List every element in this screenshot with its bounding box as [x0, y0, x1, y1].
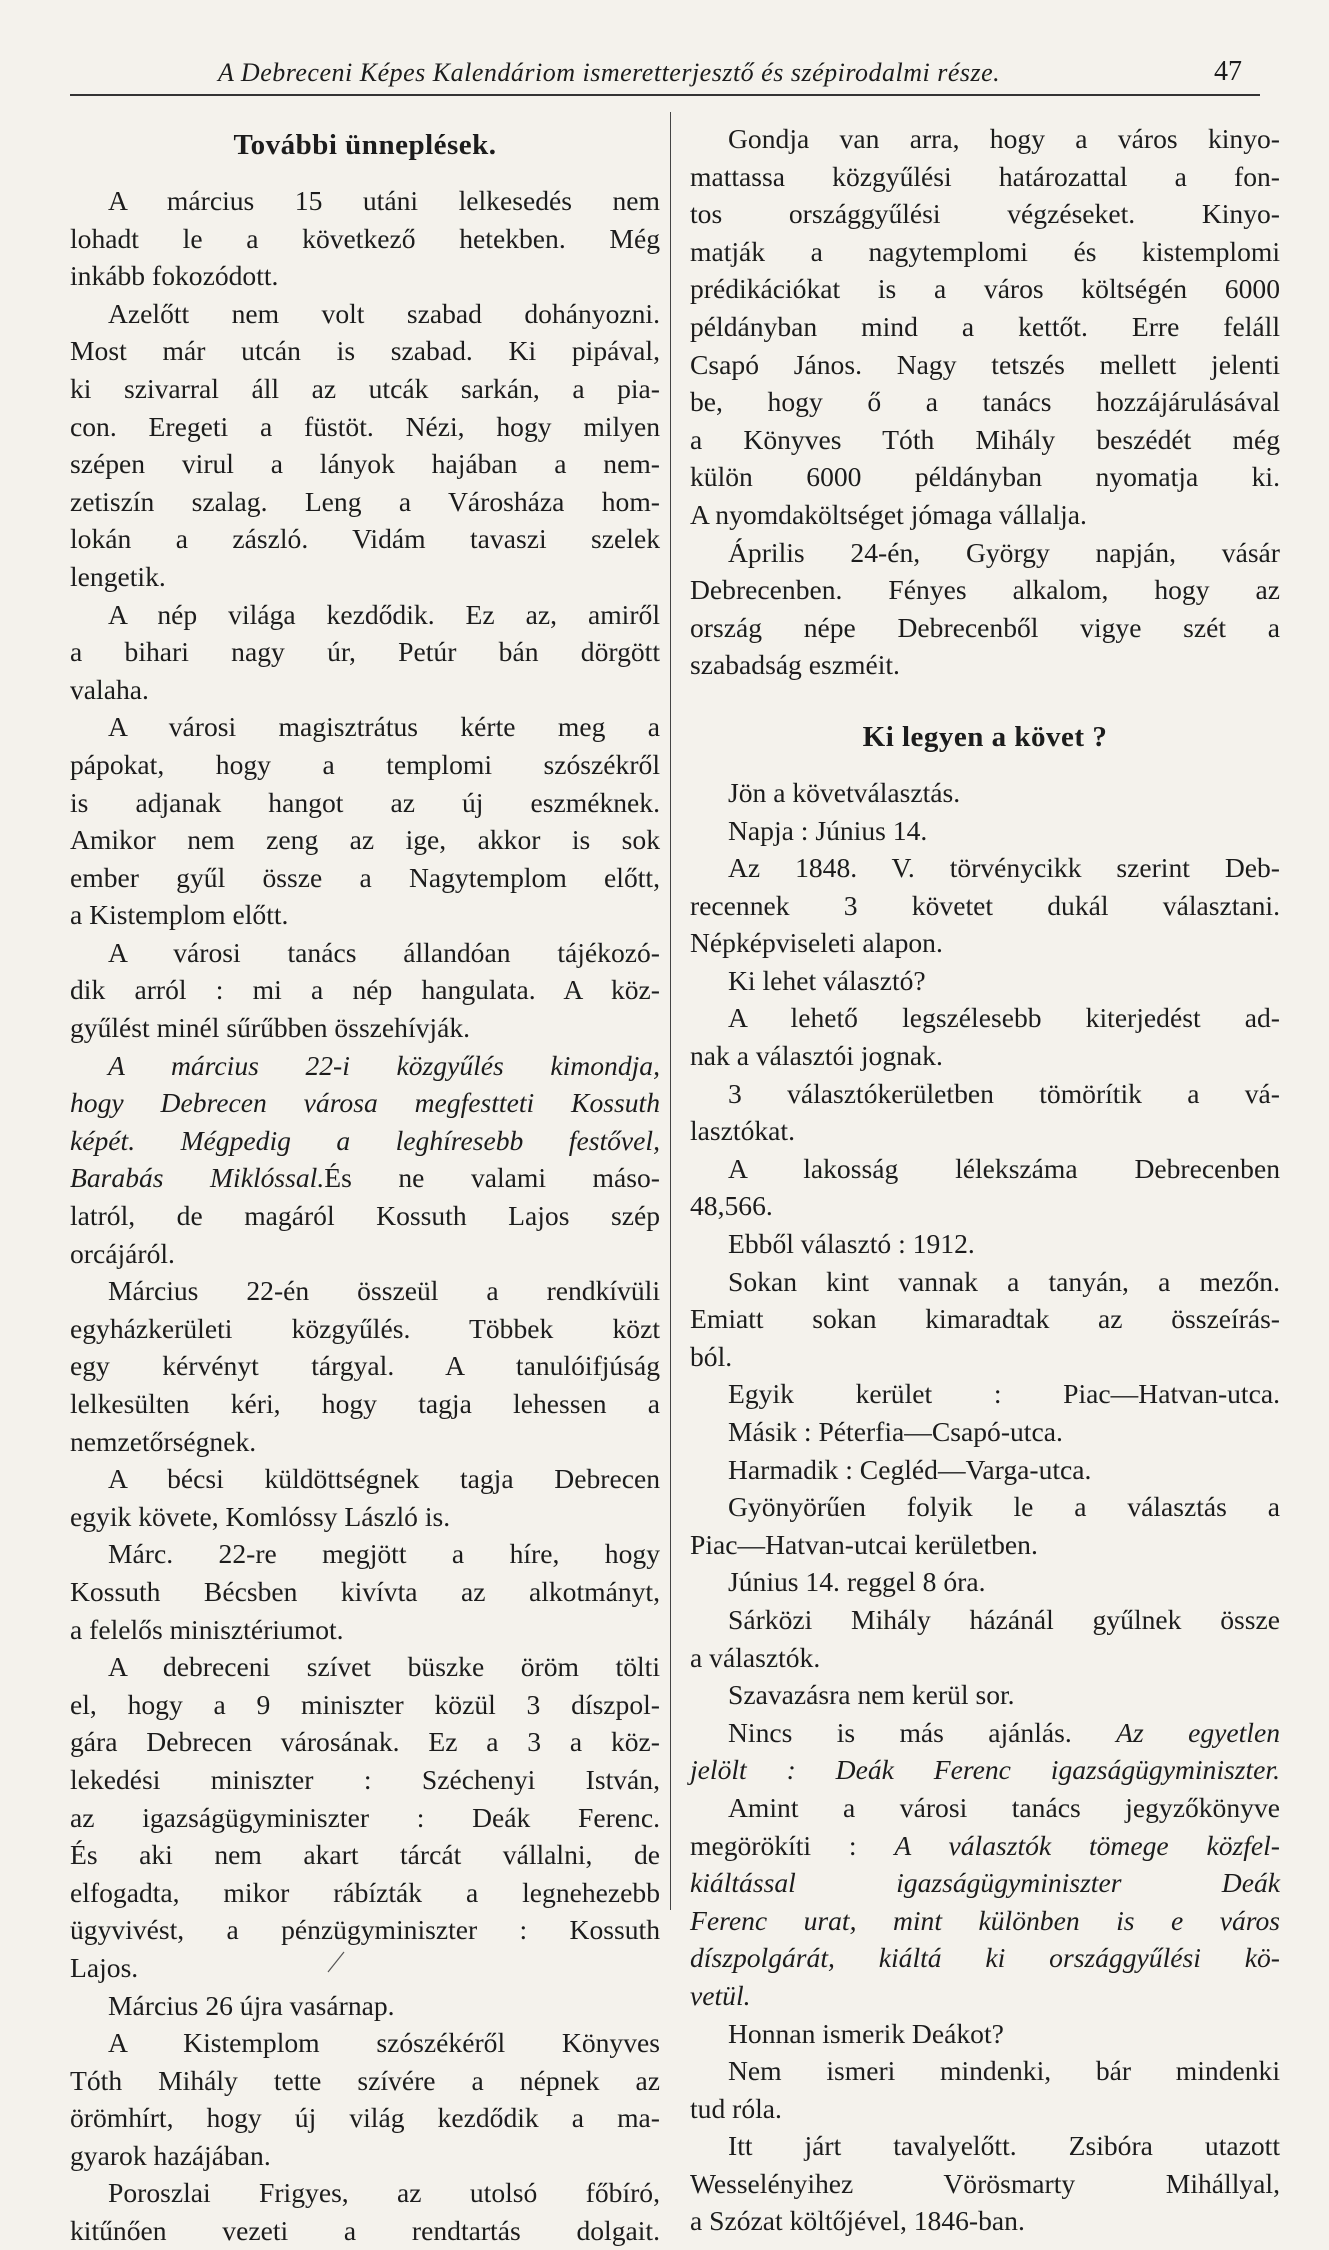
text-line: el, hogy a 9 miniszter közül 3 díszpol- [70, 1688, 660, 1720]
text-line: A városi magisztrátus kérte meg a [108, 711, 660, 743]
text-line: A debreceni szívet büszke öröm tölti [108, 1651, 660, 1683]
text-line: Napja : Június 14. [728, 814, 928, 846]
text-line: Itt járt tavalyelőtt. Zsibóra utazott [728, 2130, 1280, 2162]
text-line: A nép világa kezdődik. Ez az, amiről [108, 598, 660, 630]
text-line: gára Debrecen városának. Ez a 3 a köz- [70, 1726, 660, 1758]
page-number: 47 [1214, 56, 1242, 87]
text-line: Nem ismeri mindenki, bár mindenki [728, 2055, 1280, 2087]
text-line: zetiszín szalag. Leng a Városháza hom- [70, 485, 660, 517]
text-line: Gondja van arra, hogy a város kinyo- [728, 123, 1280, 154]
text-line-mixed: Nincs is más ajánlás. Az egyetlen [728, 1716, 1280, 1748]
text-line: ember gyűl össze a Nagytemplom előtt, [70, 861, 660, 893]
text-line: Ebből választó : 1912. [728, 1228, 975, 1260]
text-line: matják a nagytemplomi és kistemplomi [690, 235, 1280, 267]
text-line: Március 22-én összeül a rendkívüli [108, 1275, 660, 1307]
text-line: Június 14. reggel 8 óra. [728, 1566, 986, 1598]
text-line: a felelős minisztériumot. [70, 1613, 344, 1645]
text-line: a választók. [690, 1641, 821, 1673]
text-line-italic: képét. Mégpedig a leghíresebb festővel, [70, 1124, 660, 1156]
text-line: Kossuth Bécsben kivívta az alkotmányt, [70, 1575, 660, 1607]
text-line: egy kérvényt tárgyal. A tanulóifjúság [70, 1350, 660, 1382]
text-line: 48,566. [690, 1190, 773, 1222]
text-line: Piac—Hatvan-utcai kerületben. [690, 1528, 1038, 1560]
left-column [70, 120, 660, 2250]
text-line: valaha. [70, 673, 149, 705]
text-line: A városi tanács állandóan tájékozó- [108, 936, 660, 968]
text-line: Lajos. [70, 1951, 139, 1983]
text-line: 3 választókerületben tömörítik a vá- [728, 1077, 1280, 1109]
text-line: latról, de magáról Kossuth Lajos szép [70, 1200, 660, 1232]
text-line: Sokan kint vannak a tanyán, a mezőn. [728, 1265, 1280, 1297]
text-line-italic: díszpolgárát, kiáltá ki országgyűlési kö- [690, 1942, 1280, 1974]
text-line-italic: kiáltással igazságügyminiszter Deák [690, 1867, 1280, 1899]
text-line: Március 26 újra vasárnap. [108, 1989, 395, 2021]
text-line: És aki nem akart tárcát vállalni, de [70, 1839, 660, 1871]
text-line: ügyvivést, a pénzügyminiszter : Kossuth [70, 1914, 660, 1946]
text-line: A lehető legszélesebb kiterjedést ad- [728, 1002, 1280, 1034]
text-line: lasztókat. [690, 1115, 795, 1147]
text-line-italic: vetül. [690, 1979, 751, 2011]
text-line: Wesselényihez Vörösmarty Mihállyal, [690, 2167, 1280, 2199]
text-line: A Kistemplom szószékéről Könyves [108, 2027, 660, 2059]
text-line: dik arról : mi a nép hangulata. A köz- [70, 974, 660, 1006]
text-line: Tóth Mihály tette szívére a népnek az [70, 2064, 660, 2096]
text-line: lohadt le a következő hetekben. Még [70, 222, 660, 254]
text-line: Emiatt sokan kimaradtak az összeírás- [690, 1303, 1280, 1335]
text-line: a Szózat költőjével, 1846-ban. [690, 2205, 1025, 2237]
text-line: ki szivarral áll az utcák sarkán, a pia- [70, 372, 660, 404]
text-line: Márc. 22-re megjött a híre, hogy [108, 1538, 660, 1570]
text-line: Népképviseleti alapon. [690, 927, 943, 959]
text-line: egyik követe, Komlóssy László is. [70, 1500, 451, 1532]
text-line: recennek 3 követet dukál választani. [690, 889, 1280, 921]
text-line: Másik : Péterfia—Csapó-utca. [728, 1416, 1063, 1447]
text-line: inkább fokozódott. [70, 260, 279, 292]
text-line: Szavazásra nem kerül sor. [728, 1679, 1015, 1711]
text-line: Az 1848. V. törvénycikk szerint Deb- [728, 852, 1280, 884]
text-line-italic: A március 22-i közgyűlés kimondja, [108, 1049, 660, 1081]
running-header [70, 52, 1260, 96]
text-line: orcájáról. [70, 1237, 175, 1269]
text-line: lengetik. [70, 560, 166, 592]
text-line: tud róla. [690, 2092, 782, 2124]
text-line: Honnan ismerik Deákot? [728, 2017, 1004, 2049]
text-line: tos országgyűlési végzéseket. Kinyo- [690, 198, 1280, 230]
text-line: pápokat, hogy a templomi szószékről [70, 748, 660, 780]
text-line: lekedési miniszter : Széchenyi István, [70, 1763, 660, 1795]
text-line: Debrecenben. Fényes alkalom, hogy az [690, 574, 1280, 606]
text-line: szabadság eszméit. [690, 649, 900, 681]
text-line: a Kistemplom előtt. [70, 899, 289, 931]
text-line: is adjanak hangot az új eszméknek. [70, 786, 660, 818]
text-line: Jön a követválasztás. [728, 776, 961, 808]
text-line: Egyik kerület : Piac—Hatvan-utca. [728, 1378, 1280, 1410]
text-line: ország népe Debrecenből vigye szét a [690, 611, 1280, 643]
text-line: egyházkerületi közgyűlés. Többek közt [70, 1312, 660, 1344]
text-line: prédikációkat is a város költségén 6000 [690, 273, 1280, 305]
right-column [690, 120, 1280, 2240]
text-line: Most már utcán is szabad. Ki pipával, [70, 335, 660, 367]
text-line-mixed: Barabás Miklóssal.És ne valami máso- [70, 1162, 660, 1194]
text-line: ból. [690, 1340, 733, 1372]
text-line: Április 24-én, György napján, vásár [728, 536, 1280, 568]
text-line: példányban mind a kettőt. Erre feláll [690, 310, 1280, 342]
text-line: Sárközi Mihály házánál gyűlnek össze [728, 1603, 1280, 1635]
text-line: az igazságügyminiszter : Deák Ferenc. [70, 1801, 660, 1833]
text-line: A március 15 utáni lelkesedés nem [108, 185, 660, 216]
column-divider [670, 112, 671, 1910]
text-line: A nyomdaköltséget jómaga vállalja. [690, 498, 1087, 530]
text-line: külön 6000 példányban nyomatja ki. [690, 461, 1280, 493]
text-line: örömhírt, hogy új világ kezdődik a ma- [70, 2102, 660, 2134]
text-line: Gyönyörűen folyik le a választás a [728, 1491, 1280, 1523]
header-rule [70, 94, 1260, 96]
running-title: A Debreceni Képes Kalendáriom ismeretterjesztő és szépirodalmi része. [218, 58, 1001, 87]
text-line: gyűlést minél sűrűbben összehívják. [70, 1012, 471, 1044]
text-line: Ki lehet választó? [728, 964, 926, 996]
text-line: nak a választói jognak. [690, 1040, 943, 1072]
text-line: Harmadik : Cegléd—Varga-utca. [728, 1453, 1092, 1485]
text-line: kitűnően vezeti a rendtartás dolgait. [70, 2215, 660, 2247]
text-line-italic: jelölt : Deák Ferenc igazságügyminiszter. [690, 1754, 1280, 1786]
text-line: nemzetőrségnek. [70, 1425, 257, 1457]
text-line: Csapó János. Nagy tetszés mellett jelenti [690, 348, 1280, 380]
text-line: a Könyves Tóth Mihály beszédét még [690, 423, 1280, 455]
text-line: mattassa közgyűlési határozattal a fon- [690, 160, 1280, 192]
text-line: A bécsi küldöttségnek tagja Debrecen [108, 1463, 660, 1495]
text-line-mixed: megörökíti : A választók tömege közfel- [690, 1829, 1280, 1861]
text-line-italic: hogy Debrecen városa megfestteti Kossuth [70, 1087, 660, 1119]
text-line: Poroszlai Frigyes, az utolsó főbíró, [108, 2177, 660, 2209]
text-line: lokán a zászló. Vidám tavaszi szelek [70, 523, 660, 555]
text-line: con. Eregeti a füstöt. Nézi, hogy milyen [70, 410, 660, 442]
text-line: szépen virul a lányok hajában a nem- [70, 448, 660, 480]
text-line: a bihari nagy úr, Petúr bán dörgött [70, 636, 660, 668]
text-line: lelkesülten kéri, hogy tagja lehessen a [70, 1388, 660, 1419]
text-line-italic: Ferenc urat, mint különben is e város [690, 1904, 1280, 1936]
section-heading: Ki legyen a követ ? [862, 720, 1108, 753]
pencil-mark-icon [326, 1950, 346, 1974]
text-line: be, hogy ő a tanács hozzájárulásával [690, 386, 1280, 418]
section-heading: További ünneplések. [233, 129, 497, 161]
text-line: Amint a városi tanács jegyzőkönyve [728, 1791, 1280, 1823]
text-line: A lakosság lélekszáma Debrecenben [728, 1152, 1280, 1184]
text-line: Amikor nem zeng az ige, akkor is sok [70, 824, 660, 856]
text-line: gyarok hazájában. [70, 2139, 271, 2171]
text-line: elfogadta, mikor rábízták a legnehezebb [70, 1876, 660, 1908]
text-line: Azelőtt nem volt szabad dohányozni. [108, 297, 660, 329]
